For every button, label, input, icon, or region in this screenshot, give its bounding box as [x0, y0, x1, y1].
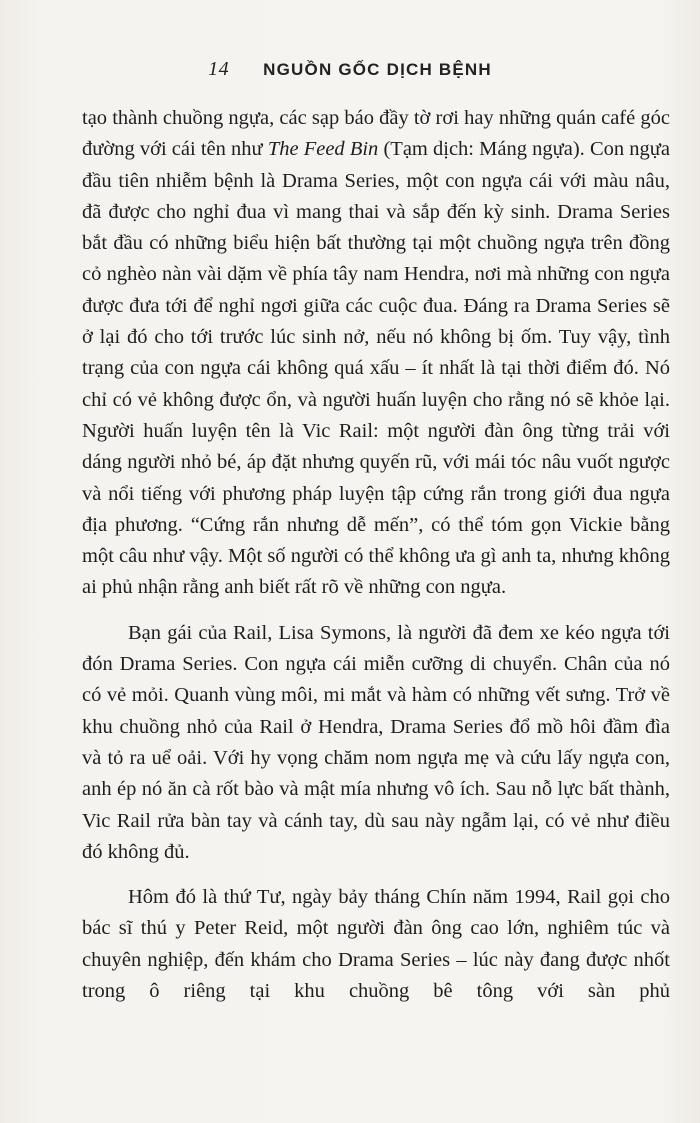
paragraph-1: [82, 103, 670, 604]
book-title-italic: The Feed Bin: [267, 138, 379, 161]
paragraph-2: Bạn gái của Rail, Lisa Symons, là người đã đem xe kéo ngựa tới đón Drama Series. Con ngựa cái miễn cưỡng di chuyển. Chân của nó có vẻ mỏi. Quanh vùng môi, mi mắt và hàm có những vết sưng. Trở về khu chuồng nhỏ của Rail ở Hendra, Drama Series đổ mồ hôi đầm đìa và tỏ ra uể oải. Với hy vọng chăm nom ngựa mẹ và cứu lấy ngựa con, anh ép nó ăn cà rốt bào và mật mía nhưng vô ích. Sau nỗ lực bất thành, Vic Rail rửa bàn tay và cánh tay, dù sau này ngẫm lại, có vẻ như điều đó không đủ.: [82, 621, 670, 863]
paragraph-1-part-a: tạo thành chuồng ngựa, các sạp báo đầy tờ rơi hay những quán café góc đường với cái tên như: [82, 107, 670, 161]
page-header: [0, 58, 700, 81]
body-text: [82, 103, 670, 1007]
running-title: NGUỒN GỐC DỊCH BỆNH: [263, 60, 492, 79]
page-number: 14: [208, 58, 230, 80]
paragraph-1-part-b: (Tạm dịch: Máng ngựa). Con ngựa đầu tiên nhiễm bệnh là Drama Series, một con ngựa cái với màu nâu, đã được cho nghỉ đua vì mang thai và sắp đến kỳ sinh. Drama Series bắt đầu có những biểu hiện bất thường tại một chuồng ngựa trên đồng cỏ nghèo nàn vài dặm về phía tây nam Hendra, nơi mà những con ngựa được đưa tới để nghỉ ngơi giữa các cuộc đua. Đáng ra Drama Series sẽ ở lại đó cho tới trước lúc sinh nở, nếu nó không bị ốm. Tuy vậy, tình trạng của con ngựa cái không quá xấu – ít nhất là tại thời điểm đó. Nó chỉ có vẻ không được ổn, và người huấn luyện cho rằng nó sẽ khỏe lại. Người huấn luyện tên là Vic Rail: một người đàn ông từng trải với dáng người nhỏ bé, áp đặt nhưng quyến rũ, với mái tóc nâu vuốt ngược và nổi tiếng với phương pháp luyện tập cứng rắn trong giới đua ngựa địa phương. “Cứng rắn nhưng dễ mến”, có thể tóm gọn Vickie bằng một câu như vậy. Một số người có thể không ưa gì anh ta, nhưng không ai phủ nhận rằng anh biết rất rõ về những con ngựa.: [82, 138, 670, 599]
paragraph-3: Hôm đó là thứ Tư, ngày bảy tháng Chín năm 1994, Rail gọi cho bác sĩ thú y Peter Reid, một người đàn ông cao lớn, nghiêm túc và chuyên nghiệp, đến khám cho Drama Series – lúc này đang được nhốt trong ô riêng tại khu chuồng bê tông với sàn phủ: [82, 886, 670, 1003]
